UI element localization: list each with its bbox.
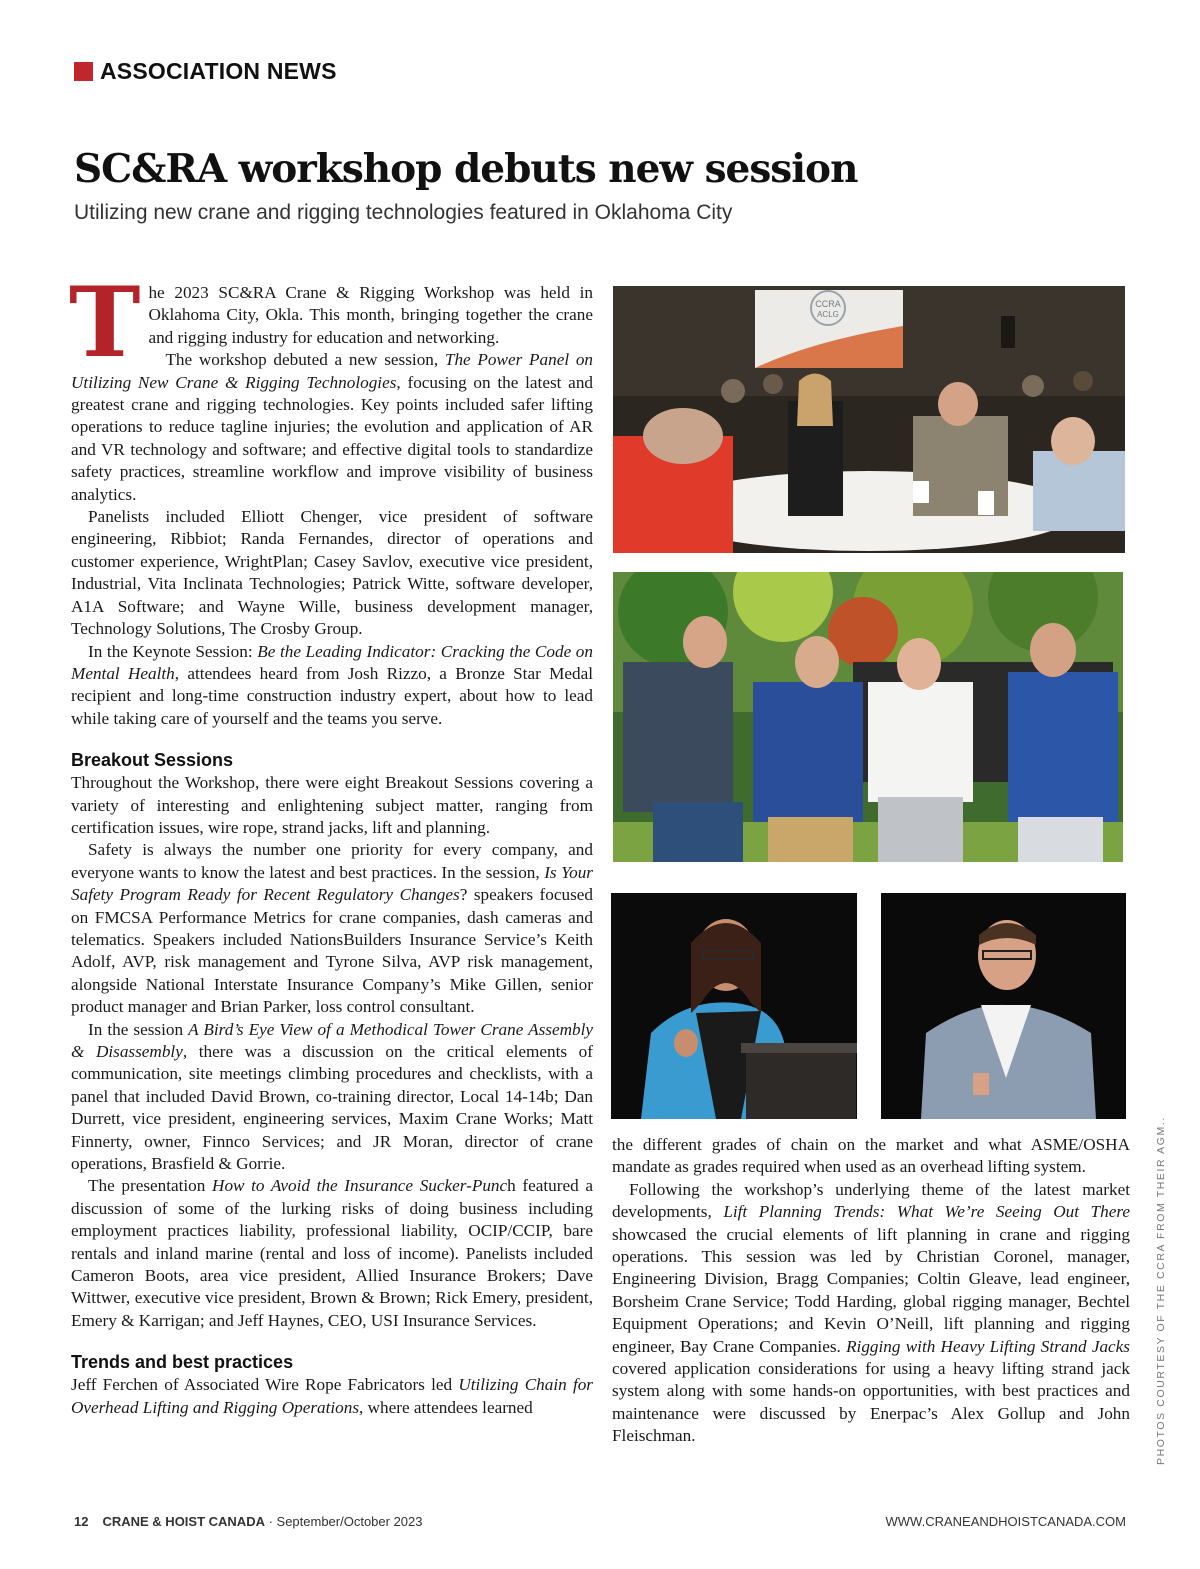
article-headline: SC&RA workshop debuts new session	[74, 146, 858, 192]
paragraph-intro: The 2023 SC&RA Crane & Rigging Workshop was held in Oklahoma City, Okla. This month, bringing together the crane and rigging industry for education and networking. The workshop debuted a new session, The Power Panel on Utilizing New Crane & Rigging Technologies, focusing on the latest and greatest crane and rigging technologies. Key points included safer lifting operations to reduce tagline injuries; the evolution and application of AR and VR technology and software; and effective digital tools to standardize safety practices, streamline workflow and improve visibility of business analytics.	[69, 266, 594, 504]
paragraph-keynote: In the Keynote Session: Be the Leading Indicator: Cracking the Code on Mental Health, attendees heard from Josh Rizzo, a Bronze Star Medal recipient and long-time construction industry expert, about how to lead while taking care of yourself and the teams you serve.	[71, 641, 594, 728]
safety-session-title: Is Your Safety Program Ready for Recent Regulatory Changes	[71, 862, 593, 905]
paragraph-panelists: Panelists included Elliott Chenger, vice president of software engineering, Ribbiot; Randa Fernandes, director of operations and customer experience, WrightPlan; Casey Savlov, executive vice president, Industrial, Vita Inclinata Technologies; Patrick Witte, software developer, A1A Software; and Wayne Wille, business development manager, Technology Solutions, The Crosby Group.	[71, 507, 593, 639]
logo-text-1: CCRA	[815, 299, 841, 309]
photo-speaker-woman	[611, 893, 857, 1119]
lift-planning-title: Lift Planning Trends: What We’re Seeing Out There	[723, 1202, 1130, 1222]
page-number: 12	[74, 1514, 89, 1529]
footer-left	[74, 1514, 423, 1529]
subheading-trends: Trends and best practices	[71, 1352, 294, 1373]
paragraph-chain-continued: the different grades of chain on the market and what ASME/OSHA mandate as grades required when used as an overhead lifting system.	[612, 1135, 1130, 1177]
strand-jacks-title: Rigging with Heavy Lifting Strand Jacks	[846, 1336, 1130, 1356]
paragraph-tower-crane: In the session A Bird’s Eye View of a Methodical Tower Crane Assembly & Disassembly, there was a discussion on the critical elements of communication, site meetings climbing procedures and checklists, with a panel that included David Brown, co-training director, Local 14-14b; Dan Durrett, vice president, engineering services, Maxim Crane Works; Matt Finnerty, owner, Finnco Services; and JR Moran, director of crane operations, Brasfield & Gorrie.	[71, 1019, 593, 1174]
paragraph-safety: Safety is always the number one priority for every company, and everyone wants to know the latest and best practices. In the session, Is Your Safety Program Ready for Recent Regulatory Changes? speakers focused on FMCSA Performance Metrics for crane companies, dash cameras and telematics. Speakers included NationsBuilders Insurance Service’s Keith Adolf, AVP, risk management and Tyrone Silva, AVP risk management, alongside National Interstate Insurance Company’s Mike Gillen, senior product manager and Brian Parker, loss control consultant.	[71, 840, 593, 1017]
photo-speaker-man	[881, 893, 1126, 1119]
paragraph-breakout: Throughout the Workshop, there were eight Breakout Sessions covering a variety of interesting and enlightening subject matter, ranging from certification issues, wire rope, strand jacks, lift and planning.	[71, 773, 593, 837]
issue-date: · September/October 2023	[264, 1514, 423, 1529]
drop-cap: T	[69, 266, 141, 379]
chain-title: Utilizing Chain for Overhead Lifting and Rigging Operations	[71, 1375, 593, 1417]
photo-golf-group	[613, 572, 1123, 862]
article-column-left	[69, 266, 594, 1419]
paragraph-chain: Jeff Ferchen of Associated Wire Rope Fabricators led Utilizing Chain for Overhead Lifting and Rigging Operations, where attendees learned	[71, 1375, 593, 1417]
paragraph-lift-planning: Following the workshop’s underlying theme of the latest market developments, Lift Planning Trends: What We’re Seeing Out There showcased the crucial elements of lift planning in crane and rigging operations. This session was led by Christian Coronel, manager, Engineering Division, Bragg Companies; Coltin Gleave, lead engineer, Borsheim Crane Service; Todd Harding, global rigging manager, Bechtel Equipment Operations; and Kevin O’Neill, lift planning and rigging engineer, Bay Crane Companies. Rigging with Heavy Lifting Strand Jacks covered application considerations for using a heavy lifting strand jack system along with some hands-on opportunities, with best practices and maintenance were discussed by Enerpac’s Alex Gollup and John Fleischman.	[612, 1179, 1130, 1446]
article-column-right	[612, 1134, 1130, 1448]
paragraph-insurance: The presentation How to Avoid the Insurance Sucker-Punch featured a discussion of some of the lurking risks of doing business including employment practices liability, professional liability, OCIP/CCIP, bare rentals and inland marine (rental and loss of income). Panelists included Cameron Boots, area vice president, Allied Insurance Brokers; Dave Wittwer, executive vice president, Brown & Brown; Rick Emery, president, Emery & Karrigan; and Jeff Haynes, CEO, USI Insurance Services.	[71, 1176, 593, 1330]
subheading-breakout: Breakout Sessions	[71, 750, 234, 771]
photo-credit: PHOTOS COURTESY OF THE CCRA FROM THEIR AGM..	[1155, 1116, 1167, 1465]
section-marker	[74, 62, 93, 81]
session-title: The Power Panel on Utilizing New Crane & Rigging Technologies	[71, 350, 594, 392]
photo-conference-room	[613, 286, 1125, 553]
magazine-name: CRANE & HOIST CANADA	[102, 1514, 265, 1529]
article-subhead: Utilizing new crane and rigging technologies featured in Oklahoma City	[74, 201, 733, 224]
logo-text-2: ACLG	[817, 310, 839, 319]
page-footer	[74, 1514, 1126, 1529]
tower-crane-title: A Bird’s Eye View of a Methodical Tower Crane Assembly & Disassembly	[71, 1019, 593, 1061]
website-url[interactable]: WWW.CRANEANDHOISTCANADA.COM	[885, 1514, 1126, 1529]
insurance-title: How to Avoid the Insurance Sucker-Punc	[212, 1176, 508, 1196]
section-label: ASSOCIATION NEWS	[100, 58, 337, 84]
keynote-title: Be the Leading Indicator: Cracking the Code on Mental Health	[71, 641, 593, 683]
section-tag	[74, 58, 337, 85]
